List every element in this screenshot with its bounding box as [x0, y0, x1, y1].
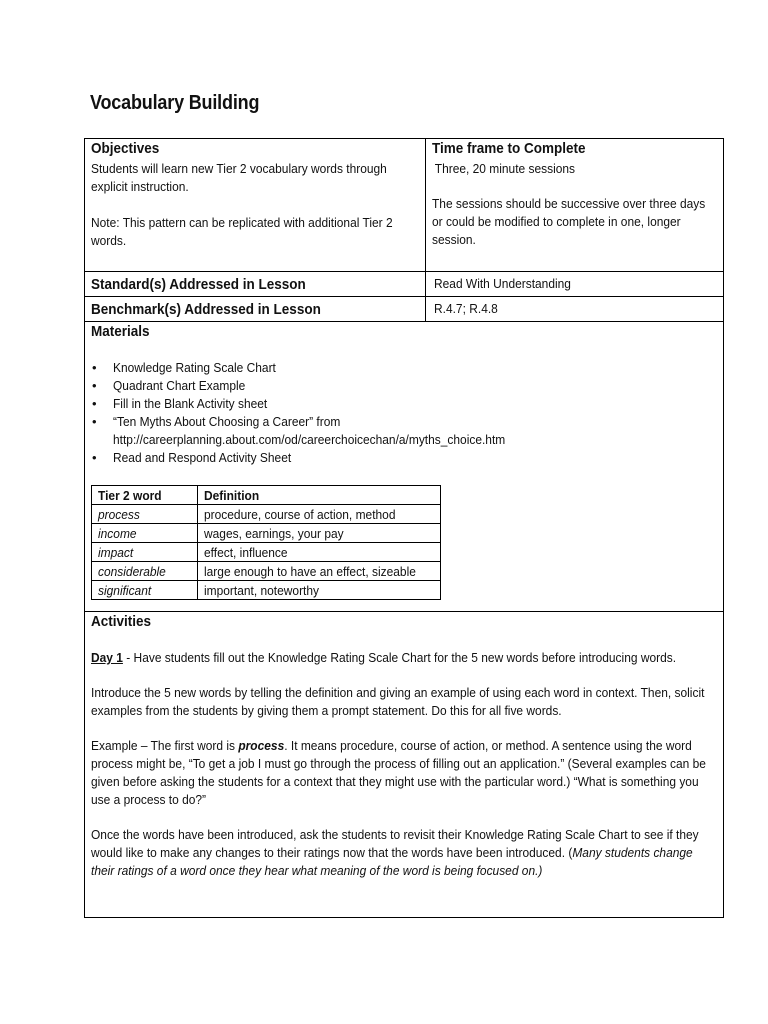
- page-title: Vocabulary Building: [90, 92, 260, 114]
- activities-section: [85, 611, 723, 917]
- activities-example-paragraph: Example – The first word is process. It means procedure, course of action, or method. A sentence using the word process might be, “To get a job I must go through the process of filling out an application.” (Several examples can be given before asking the students for a context that they might use with the particular word.) “What is something you use a process to do?”: [91, 738, 706, 807]
- vocab-word: significant: [92, 581, 198, 600]
- materials-section: [85, 321, 723, 611]
- materials-item: • “Ten Myths About Choosing a Career” from http://careerplanning.about.com/od/careerchoicechan/a/myths_choice.htm: [91, 413, 717, 449]
- objectives-note: Note: This pattern can be replicated with additional Tier 2 words.: [91, 215, 393, 248]
- materials-item: • Read and Respond Activity Sheet: [91, 449, 717, 467]
- table-row: [92, 505, 441, 524]
- vocab-header-row: [92, 486, 441, 505]
- standards-value: Read With Understanding: [434, 276, 571, 291]
- standards-value-cell: [426, 272, 723, 296]
- timeframe-duration: Three, 20 minute sessions: [434, 161, 576, 176]
- vocab-col-definition: Definition: [197, 486, 440, 505]
- activities-day1: Day 1 - Have students fill out the Knowledge Rating Scale Chart for the 5 new words before introducing words.: [91, 650, 677, 665]
- materials-header: Materials: [91, 323, 150, 340]
- vocab-definition: procedure, course of action, method: [197, 505, 440, 524]
- table-row: [92, 562, 441, 581]
- objectives-row: [85, 139, 723, 271]
- vocab-definition: large enough to have an effect, sizeable: [197, 562, 440, 581]
- vocab-word: considerable: [92, 562, 198, 581]
- timeframe-header: Time frame to Complete: [432, 140, 586, 157]
- day1-label: Day 1: [91, 650, 123, 665]
- table-row: [92, 581, 441, 600]
- standards-label: Standard(s) Addressed in Lesson: [91, 275, 306, 293]
- activities-header: Activities: [91, 613, 152, 630]
- vocab-definition: effect, influence: [197, 543, 440, 562]
- activities-intro-paragraph: Introduce the 5 new words by telling the definition and giving an example of using each word in context. Then, solicit examples from the students by giving them a prompt statement. Do this for all five words.: [91, 685, 705, 718]
- standards-label-cell: [85, 272, 426, 296]
- benchmarks-label-cell: [85, 297, 426, 321]
- vocab-definition: wages, earnings, your pay: [197, 524, 440, 543]
- benchmarks-row: [85, 296, 723, 321]
- example-word: process: [238, 738, 285, 753]
- timeframe-cell: [426, 139, 723, 271]
- timeframe-note: The sessions should be successive over three days or could be modified to complete in one, longer session.: [432, 196, 706, 247]
- lesson-table: [84, 138, 724, 918]
- materials-url: http://careerplanning.about.com/od/careerchoicechan/a/myths_choice.htm: [113, 432, 506, 447]
- benchmarks-label: Benchmark(s) Addressed in Lesson: [91, 300, 321, 318]
- table-row: [92, 543, 441, 562]
- table-row: [92, 524, 441, 543]
- objectives-header: Objectives: [91, 140, 160, 157]
- vocab-word: process: [92, 505, 198, 524]
- vocab-word: income: [92, 524, 198, 543]
- vocab-word: impact: [92, 543, 198, 562]
- benchmarks-value-cell: [426, 297, 723, 321]
- objectives-text: Students will learn new Tier 2 vocabulary words through explicit instruction.: [91, 161, 387, 194]
- materials-item: • Fill in the Blank Activity sheet: [91, 395, 717, 413]
- objectives-cell: [85, 139, 426, 271]
- vocab-table: [91, 485, 441, 600]
- vocab-col-word: Tier 2 word: [92, 486, 198, 505]
- standards-row: [85, 271, 723, 296]
- materials-list: [91, 359, 717, 467]
- materials-item: • Quadrant Chart Example: [91, 377, 717, 395]
- activities-revisit-paragraph: Once the words have been introduced, ask the students to revisit their Knowledge Rating Scale Chart to see if they would like to make any changes to their ratings now that the words have been introduced. (Many students change their ratings of a word once they hear what meaning of the word is being focused on.): [91, 827, 699, 878]
- materials-item: • Knowledge Rating Scale Chart: [91, 359, 717, 377]
- benchmarks-value: R.4.7; R.4.8: [434, 301, 498, 316]
- vocab-definition: important, noteworthy: [197, 581, 440, 600]
